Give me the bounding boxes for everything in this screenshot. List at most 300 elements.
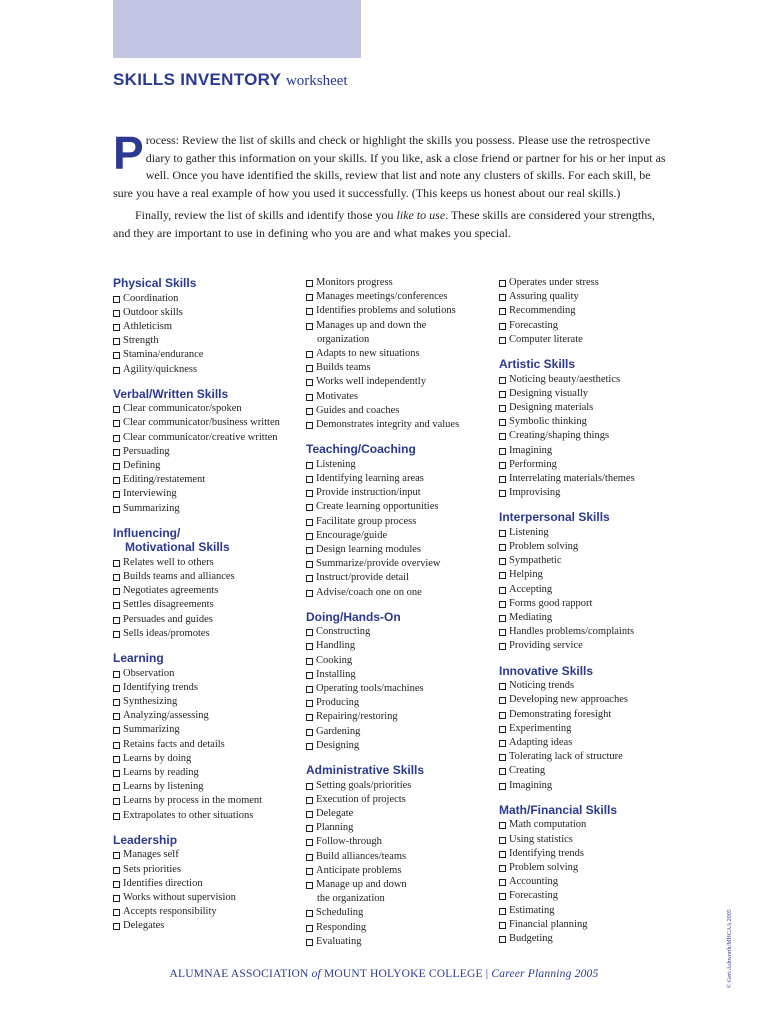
checkbox-list-item[interactable] <box>113 613 303 627</box>
checkbox-list-item[interactable] <box>113 306 303 320</box>
checkbox-list-item[interactable] <box>499 373 689 387</box>
list-item-label: Noticing trends <box>509 680 575 692</box>
list-item-label: Handling <box>316 640 356 652</box>
list-item-label: Adapting ideas <box>509 736 573 748</box>
checkbox-list-item[interactable] <box>499 833 689 847</box>
section-doing-hands-on <box>306 610 496 753</box>
copyright-vertical <box>720 880 732 990</box>
copyright-text: © Geri Ashworth/MHCAA 2005 <box>727 909 733 988</box>
list-item-label: Coordination <box>123 292 179 304</box>
list-item-label: Math computation <box>509 819 587 831</box>
list-item-label: Handles problems/complaints <box>509 626 635 638</box>
checkbox-list-item[interactable] <box>499 401 689 415</box>
checkbox-list-item[interactable] <box>306 654 496 668</box>
checkbox-list-item[interactable] <box>499 918 689 932</box>
list-item-label: Agility/quickness <box>123 363 198 375</box>
list-item-label: Problem solving <box>509 861 579 873</box>
section-heading: Teaching/Coaching <box>306 442 416 457</box>
checkbox-list-item[interactable] <box>306 347 496 361</box>
heading-line-1: Influencing/ <box>113 525 181 540</box>
checkbox-list-item[interactable] <box>499 444 689 458</box>
checkbox-list-item[interactable] <box>499 458 689 472</box>
list-item-label: Learns by listening <box>123 781 204 793</box>
checkbox-list-item[interactable] <box>113 473 303 487</box>
skill-list <box>306 276 496 432</box>
list-item-label: Setting goals/priorities <box>316 779 412 791</box>
checkbox-list-item[interactable] <box>499 861 689 875</box>
list-item-label: Designing visually <box>509 387 589 399</box>
section-innovative-skills <box>499 664 689 793</box>
checkbox-list-item[interactable] <box>306 821 496 835</box>
list-item-label: Designing <box>316 739 360 751</box>
checkbox-list-item[interactable] <box>113 487 303 501</box>
list-item-label: Interrelating materials/themes <box>509 472 635 484</box>
checkbox-list-item[interactable] <box>306 639 496 653</box>
list-item-label: Advise/coach one on one <box>316 586 422 598</box>
list-item-label: Delegates <box>123 920 165 932</box>
list-item-label: Relates well to others <box>123 556 214 568</box>
checkbox-list-item[interactable] <box>306 404 496 418</box>
list-item-label: Defining <box>123 460 161 472</box>
checkbox-list-item[interactable] <box>499 779 689 793</box>
section-administrative-skills <box>306 763 496 949</box>
list-item-label: Symbolic thinking <box>509 416 587 428</box>
checkbox-list-item[interactable] <box>499 472 689 486</box>
checkbox-list-item[interactable] <box>306 390 496 404</box>
list-item-label: Learns by process in the moment <box>123 795 263 807</box>
list-item-label: Estimating <box>509 904 555 916</box>
list-item-continuation: organization <box>317 333 370 345</box>
checkbox-list-item[interactable] <box>113 780 303 794</box>
intro-text: rocess: Review the list of skills and check or highlight the skills you possess. Please use the retrospective diary to gather this information on your skills. If you like, ask a close friend or partner for his or her input as well. Once you have identified the skills, review that list and note any clusters of skills. For each skill, be sure you have a real example of how you used it successfully. (This keeps us honest about our real skills.) <box>113 133 666 200</box>
checkbox-list-item[interactable] <box>113 905 303 919</box>
skill-list <box>306 625 496 753</box>
checkbox-list-item[interactable] <box>499 639 689 653</box>
title-main: SKILLS INVENTORY <box>113 70 281 89</box>
checkbox-list-item[interactable] <box>113 794 303 808</box>
page-title <box>113 70 348 90</box>
checkbox-list-item[interactable] <box>113 891 303 905</box>
section-teaching-coaching <box>306 442 496 600</box>
list-item-label: Operating tools/machines <box>316 683 424 695</box>
section-heading: Verbal/Written Skills <box>113 386 229 401</box>
list-item-label: Demonstrating foresight <box>509 708 612 720</box>
list-item-label: Builds teams and alliances <box>123 571 235 583</box>
skill-list <box>113 402 303 516</box>
skills-column-1 <box>113 276 303 944</box>
list-item-label: Recommending <box>509 305 576 317</box>
checkbox-list-item[interactable] <box>499 679 689 693</box>
list-item-label: Manages up and down the <box>316 319 427 331</box>
section-heading: Physical Skills <box>113 276 197 290</box>
checkbox-list-item[interactable] <box>306 779 496 793</box>
list-item-label: Listening <box>509 526 549 538</box>
list-item-label: Imagining <box>509 779 553 791</box>
checkbox-list-item[interactable] <box>113 402 303 416</box>
checkbox-list-item[interactable] <box>113 320 303 334</box>
checkbox-list-item[interactable] <box>306 361 496 375</box>
checkbox-list-item[interactable] <box>499 722 689 736</box>
skill-list <box>499 818 689 946</box>
list-item-label: Retains facts and details <box>123 738 225 750</box>
checkbox-list-item[interactable] <box>306 696 496 710</box>
intro2-emphasis: like to use <box>396 208 446 222</box>
checkbox-list-item[interactable] <box>499 486 689 500</box>
skill-list <box>499 679 689 793</box>
checkbox-list-item[interactable] <box>113 584 303 598</box>
list-item-label: Gardening <box>316 725 361 737</box>
list-item-label: Mediating <box>509 612 553 624</box>
list-item-label: Computer literate <box>509 333 583 345</box>
checkbox-list-item[interactable] <box>499 333 689 347</box>
checkbox-list-item[interactable] <box>113 556 303 570</box>
list-item-label: Designing materials <box>509 401 594 413</box>
list-item-label: Analyzing/assessing <box>123 710 209 722</box>
checkbox-list-item[interactable] <box>113 848 303 862</box>
checkbox-list-item[interactable] <box>499 597 689 611</box>
list-item-label: Adapts to new situations <box>316 348 420 360</box>
checkbox-list-item[interactable] <box>306 625 496 639</box>
section-administrative-continued <box>499 276 689 347</box>
list-item-label: Imagining <box>509 444 553 456</box>
checkbox-list-item[interactable] <box>499 319 689 333</box>
list-item-label: Learns by reading <box>123 766 199 778</box>
section-heading: Leadership <box>113 832 178 847</box>
list-item-label: Sympathetic <box>509 555 562 567</box>
list-item-label: Tolerating lack of structure <box>509 751 623 763</box>
checkbox-list-item[interactable] <box>499 818 689 832</box>
checkbox-list-item[interactable] <box>306 906 496 920</box>
list-item-label: Settles disagreements <box>123 599 214 611</box>
checkbox-list-item[interactable] <box>499 847 689 861</box>
list-item-label: Identifying trends <box>509 847 584 859</box>
checkbox-list-item[interactable] <box>113 459 303 473</box>
checkbox-list-item[interactable] <box>306 557 496 571</box>
checkbox-list-item[interactable] <box>113 570 303 584</box>
list-item-label: Outdoor skills <box>123 306 183 318</box>
title-subtitle: worksheet <box>285 73 348 89</box>
checkbox-list-item[interactable] <box>113 723 303 737</box>
list-item-label: Forecasting <box>509 890 558 902</box>
checkbox-list-item[interactable] <box>306 319 496 347</box>
list-item-label: Works well independently <box>316 376 426 388</box>
checkbox-list-item[interactable] <box>306 835 496 849</box>
list-item-label: Identifying learning areas <box>316 472 424 484</box>
skills-column-2 <box>306 276 496 959</box>
skill-list <box>306 458 496 600</box>
section-artistic-skills <box>499 357 689 500</box>
skill-list <box>113 848 303 933</box>
skill-list <box>499 526 689 654</box>
list-item-label: Builds teams <box>316 362 371 374</box>
list-item-label: Negotiates agreements <box>123 585 219 597</box>
checkbox-list-item[interactable] <box>113 877 303 891</box>
checkbox-list-item[interactable] <box>306 935 496 949</box>
list-item-label: Identifies direction <box>123 877 203 889</box>
section-heading: Artistic Skills <box>499 357 576 372</box>
footer-org-2: MOUNT HOLYOKE COLLEGE <box>320 968 483 980</box>
checkbox-list-item[interactable] <box>113 598 303 612</box>
checkbox-list-item[interactable] <box>499 276 689 290</box>
list-item-label: Listening <box>316 458 356 470</box>
section-heading: Learning <box>113 651 164 666</box>
checkbox-list-item[interactable] <box>306 290 496 304</box>
checkbox-list-item[interactable] <box>306 682 496 696</box>
checkbox-list-item[interactable] <box>113 738 303 752</box>
intro2-before: Finally, review the list of skills and identify those you <box>135 208 397 222</box>
skill-list <box>113 667 303 823</box>
section-physical-skills <box>113 276 303 377</box>
footer-program: Career Planning 2005 <box>491 968 599 980</box>
header-color-block <box>113 0 361 58</box>
list-item-label: Clear communicator/spoken <box>123 403 242 415</box>
checkbox-list-item[interactable] <box>113 431 303 445</box>
list-item-label: Delegate <box>316 808 354 819</box>
checkbox-list-item[interactable] <box>306 807 496 821</box>
checkbox-list-item[interactable] <box>113 334 303 348</box>
list-item-label: Demonstrates integrity and values <box>316 419 460 431</box>
intro2-after: . These skills are considered your strengths, and they are important to use in defining who you are and what makes you special. <box>113 208 655 240</box>
list-item-label: Follow-through <box>316 836 382 848</box>
list-item-label: Summarizing <box>123 724 180 736</box>
checkbox-list-item[interactable] <box>113 709 303 723</box>
checkbox-list-item[interactable] <box>306 304 496 318</box>
checkbox-list-item[interactable] <box>306 500 496 514</box>
checkbox-list-item[interactable] <box>306 739 496 753</box>
list-item-label: Using statistics <box>509 833 573 845</box>
list-item-label: Assuring quality <box>509 291 579 303</box>
checkbox-list-item[interactable] <box>306 850 496 864</box>
list-item-label: Problem solving <box>509 541 579 553</box>
list-item-label: Summarizing <box>123 502 180 514</box>
checkbox-list-item[interactable] <box>113 348 303 362</box>
list-item-label: Forecasting <box>509 319 558 331</box>
section-heading: Interpersonal Skills <box>499 510 610 525</box>
list-item-label: Developing new approaches <box>509 694 628 706</box>
checkbox-list-item[interactable] <box>499 415 689 429</box>
checkbox-list-item[interactable] <box>306 472 496 486</box>
list-item-label: Constructing <box>316 626 371 638</box>
checkbox-list-item[interactable] <box>306 418 496 432</box>
list-item-label: Athleticism <box>123 320 172 332</box>
checkbox-list-item[interactable] <box>306 458 496 472</box>
section-heading: Administrative Skills <box>306 763 425 778</box>
list-item-label: Producing <box>316 697 360 709</box>
checkbox-list-item[interactable] <box>306 586 496 600</box>
checkbox-list-item[interactable] <box>113 292 303 306</box>
footer-org-1: ALUMNAE ASSOCIATION <box>169 968 312 980</box>
skill-list <box>113 556 303 641</box>
checkbox-list-item[interactable] <box>113 695 303 709</box>
list-item-label: Facilitate group process <box>316 515 417 527</box>
list-item-label: Identifying trends <box>123 681 198 693</box>
list-item-label: Strength <box>123 335 159 347</box>
section-interpersonal-skills <box>499 510 689 653</box>
checkbox-list-item[interactable] <box>499 526 689 540</box>
checkbox-list-item[interactable] <box>306 515 496 529</box>
checkbox-list-item[interactable] <box>499 304 689 318</box>
list-item-label: Evaluating <box>316 935 362 947</box>
intro-paragraph-2 <box>113 207 673 242</box>
section-learning <box>113 651 303 823</box>
list-item-label: Persuades and guides <box>123 613 213 625</box>
footer-separator: | <box>482 968 492 980</box>
checkbox-list-item[interactable] <box>306 793 496 807</box>
checkbox-list-item[interactable] <box>499 429 689 443</box>
section-heading: Doing/Hands-On <box>306 609 401 624</box>
list-item-label: Operates under stress <box>509 277 599 288</box>
skills-column-3 <box>499 276 689 956</box>
checkbox-list-item[interactable] <box>499 932 689 946</box>
section-heading: Math/Financial Skills <box>499 802 618 817</box>
checkbox-list-item[interactable] <box>499 764 689 778</box>
list-item-label: Installing <box>316 668 356 680</box>
checkbox-list-item[interactable] <box>306 878 496 906</box>
checkbox-list-item[interactable] <box>499 889 689 903</box>
checkbox-list-item[interactable] <box>113 363 303 377</box>
list-item-label: Experimenting <box>509 722 572 734</box>
checkbox-list-item[interactable] <box>499 387 689 401</box>
heading-line-2: Motivational Skills <box>125 540 230 555</box>
section-math-financial-skills <box>499 803 689 946</box>
intro-paragraph <box>113 127 673 202</box>
list-item-label: Accounting <box>509 876 558 888</box>
checkbox-list-item[interactable] <box>499 290 689 304</box>
list-item-label: Responding <box>316 921 367 933</box>
checkbox-list-item[interactable] <box>499 611 689 625</box>
list-item-label: Improvising <box>509 487 561 499</box>
list-item-label: Forms good rapport <box>509 597 593 609</box>
checkbox-list-item[interactable] <box>306 529 496 543</box>
checkbox-list-item[interactable] <box>499 625 689 639</box>
list-item-label: Sells ideas/promotes <box>123 627 210 639</box>
list-item-label: Repairing/restoring <box>316 711 398 723</box>
list-item-label: Create learning opportunities <box>316 501 439 513</box>
skill-list <box>499 373 689 501</box>
checkbox-list-item[interactable] <box>113 627 303 641</box>
checkbox-list-item[interactable] <box>113 809 303 823</box>
list-item-label: Clear communicator/business written <box>123 417 280 429</box>
checkbox-list-item[interactable] <box>306 710 496 724</box>
checkbox-list-item[interactable] <box>499 693 689 707</box>
list-item-label: Interviewing <box>123 488 177 500</box>
list-item-label: Provide instruction/input <box>316 487 421 499</box>
checkbox-list-item[interactable] <box>306 921 496 935</box>
checkbox-list-item[interactable] <box>499 583 689 597</box>
section-influencing-skills <box>113 526 303 641</box>
checkbox-list-item[interactable] <box>499 875 689 889</box>
checkbox-list-item[interactable] <box>113 667 303 681</box>
checkbox-list-item[interactable] <box>499 708 689 722</box>
section-leadership-continued <box>306 276 496 432</box>
skill-list <box>499 276 689 347</box>
list-item-label: Motivates <box>316 390 358 402</box>
checkbox-list-item[interactable] <box>306 725 496 739</box>
list-item-label: Manages meetings/conferences <box>316 291 448 303</box>
list-item-label: Editing/restatement <box>123 474 206 486</box>
list-item-label: Encourage/guide <box>316 529 388 541</box>
list-item-label: Extrapolates to other situations <box>123 809 254 821</box>
list-item-label: Accepting <box>509 583 553 595</box>
list-item-label: Financial planning <box>509 918 588 930</box>
list-item-label: Sets priorities <box>123 863 182 875</box>
list-item-label: Helping <box>509 569 543 581</box>
list-item-label: Learns by doing <box>123 752 192 764</box>
list-item-label: Synthesizing <box>123 695 178 707</box>
checkbox-list-item[interactable] <box>306 864 496 878</box>
list-item-label: Providing service <box>509 640 583 652</box>
skill-list <box>113 292 303 377</box>
list-item-label: Identifies problems and solutions <box>316 305 456 317</box>
checkbox-list-item[interactable] <box>499 904 689 918</box>
checkbox-list-item[interactable] <box>113 919 303 933</box>
list-item-label: Observation <box>123 667 175 679</box>
checkbox-list-item[interactable] <box>499 750 689 764</box>
list-item-label: Anticipate problems <box>316 864 402 876</box>
section-verbal-written-skills <box>113 387 303 516</box>
checkbox-list-item[interactable] <box>113 863 303 877</box>
checkbox-list-item[interactable] <box>113 445 303 459</box>
skill-list <box>306 779 496 949</box>
list-item-label: Accepts responsibility <box>123 906 217 918</box>
checkbox-list-item[interactable] <box>306 486 496 500</box>
checkbox-list-item[interactable] <box>306 668 496 682</box>
list-item-label: Planning <box>316 822 354 834</box>
list-item-label: Execution of projects <box>316 793 406 805</box>
checkbox-list-item[interactable] <box>113 502 303 516</box>
list-item-label: Build alliances/teams <box>316 850 407 862</box>
list-item-label: Creating/shaping things <box>509 430 610 442</box>
list-item-label: Summarize/provide overview <box>316 558 441 570</box>
list-item-label: Noticing beauty/aesthetics <box>509 373 621 385</box>
list-item-label: Manage up and down <box>316 879 407 891</box>
list-item-label: Persuading <box>123 445 170 457</box>
section-heading: Innovative Skills <box>499 663 594 678</box>
checkbox-list-item[interactable] <box>306 543 496 557</box>
list-item-label: Performing <box>509 458 557 470</box>
list-item-label: Scheduling <box>316 907 364 919</box>
list-item-label: Works without supervision <box>123 891 236 903</box>
list-item-label: Monitors progress <box>316 277 393 288</box>
checkbox-list-item[interactable] <box>499 554 689 568</box>
checkbox-list-item[interactable] <box>499 540 689 554</box>
checkbox-list-item[interactable] <box>113 416 303 430</box>
list-item-label: Instruct/provide detail <box>316 572 410 584</box>
list-item-label: Budgeting <box>509 932 553 944</box>
list-item-label: Design learning modules <box>316 543 421 555</box>
page-footer <box>0 968 768 980</box>
list-item-label: Stamina/endurance <box>123 349 204 361</box>
list-item-label: Clear communicator/creative written <box>123 431 278 443</box>
checkbox-list-item[interactable] <box>306 276 496 290</box>
list-item-label: Creating <box>509 765 546 777</box>
checkbox-list-item[interactable] <box>306 375 496 389</box>
drop-cap: P <box>113 127 144 179</box>
checkbox-list-item[interactable] <box>306 571 496 585</box>
footer-org-of: of <box>311 968 321 980</box>
checkbox-list-item[interactable] <box>113 752 303 766</box>
checkbox-list-item[interactable] <box>499 736 689 750</box>
checkbox-list-item[interactable] <box>113 681 303 695</box>
list-item-label: Guides and coaches <box>316 404 400 416</box>
list-item-label: Cooking <box>316 654 353 666</box>
checkbox-list-item[interactable] <box>499 568 689 582</box>
section-heading <box>113 526 303 555</box>
section-leadership <box>113 833 303 934</box>
list-item-continuation: the organization <box>317 893 385 905</box>
checkbox-list-item[interactable] <box>113 766 303 780</box>
list-item-label: Manages self <box>123 849 179 861</box>
